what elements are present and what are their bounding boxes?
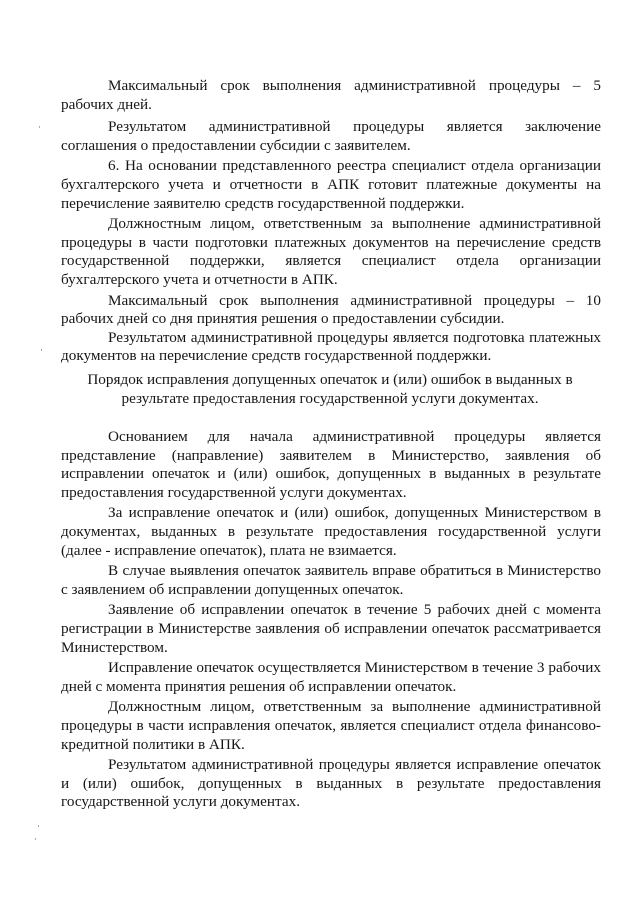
scan-speck: · [38,123,41,133]
paragraph-deadline-10-days: Максимальный срок выполнения административной процедуры – 10 рабочих дней со дня принятия решения о предоставлении субсидии. [61,291,601,328]
section-one [61,77,601,366]
paragraph-correction-term: Исправление опечаток осуществляется Министерством в течение 3 рабочих дней с момента принятия решения об исправлении опечаток. [61,659,601,695]
paragraph-review-term: Заявление об исправлении опечаток в течение 5 рабочих дней с момента регистрации в Министерстве заявления об исправлении опечаток рассматривается Министерством. [61,601,601,656]
scan-speck: · [37,822,40,832]
paragraph-result-correction: Результатом административной процедуры является исправление опечаток и (или) ошибок, допущенных в выданных в результате предоставления государственной услуги документах. [61,756,601,811]
paragraph-responsible-correction: Должностным лицом, ответственным за выполнение административной процедуры в части исправления опечаток, является специалист отдела финансово-кредитной политики в АПК. [61,698,601,753]
scan-speck: · [40,346,43,356]
paragraph-result-payment-docs: Результатом административной процедуры является подготовка платежных документов на перечисление средств государственной поддержки. [61,328,601,365]
paragraph-no-fee: За исправление опечаток и (или) ошибок, допущенных Министерством в документах, выданных в результате предоставления государственной услуги (далее - исправление опечаток), плата не взимается. [61,504,601,559]
paragraph-applicant-right: В случае выявления опечаток заявитель вправе обратиться в Министерство с заявлением об исправлении допущенных опечаток. [61,562,601,598]
section-heading: Порядок исправления допущенных опечаток и (или) ошибок в выданных в результате предоставления государственной услуги документах. [87,371,573,407]
paragraph-result-agreement: Результатом административной процедуры является заключение соглашения о предоставлении субсидии с заявителем. [61,118,601,154]
paragraph-grounds: Основанием для начала административной процедуры является представление (направление) заявителем в Министерство, заявления об исправлении опечаток и (или) ошибок, допущенных в выданных в результате предоставления государственной услуги документах. [61,428,601,501]
paragraph-deadline-5-days: Максимальный срок выполнения административной процедуры – 5 рабочих дней. [61,77,601,113]
section-two [61,428,601,812]
paragraph-responsible-payments: Должностным лицом, ответственным за выполнение административной процедуры в части подготовки платежных документов на перечисление средств государственной поддержки, является специалист отдела организации бухгалтерского учета и отчетности в АПК. [61,215,601,288]
paragraph-item-6: 6. На основании представленного реестра специалист отдела организации бухгалтерского учета и отчетности в АПК готовит платежные документы на перечисление заявителю средств государственной поддержки. [61,157,601,212]
scan-speck: · [34,835,37,845]
